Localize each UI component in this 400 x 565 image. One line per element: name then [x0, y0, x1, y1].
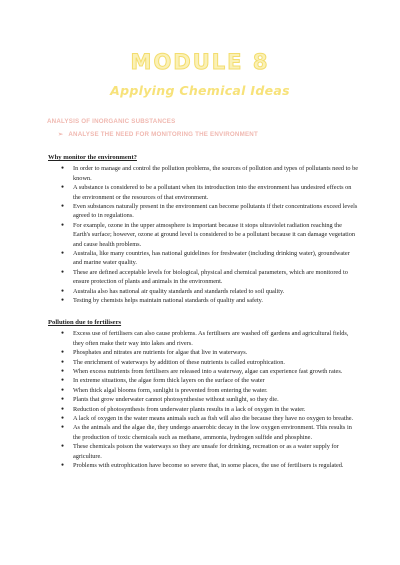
list-item: ● When thick algal blooms form, sunlight is prevented from entering the water. — [48, 386, 360, 395]
list-item: ● Plants that grow underwater cannot photosynthesise without sunlight, so they die. — [48, 395, 360, 404]
section-heading: ANALYSIS OF INORGANIC SUBSTANCES — [47, 118, 176, 125]
section-why-monitor — [48, 153, 360, 306]
list-item: ● When excess nutrients from fertilisers are released into a waterway, algae can experience fast growth rates. — [48, 367, 360, 376]
list-item: ● Australia, like many countries, has national guidelines for freshwater (including drinking water), groundwater and marine water quality. — [48, 249, 360, 268]
section-fertiliser-pollution — [48, 318, 360, 471]
bullet-list — [48, 164, 360, 305]
subsection-heading — [58, 131, 258, 138]
bullet-list — [48, 329, 360, 470]
module-title: MODULE 8 — [130, 50, 270, 74]
list-item: ● The enrichment of waterways by addition of these nutrients is called eutrophication. — [48, 358, 360, 367]
section-title: Why monitor the environment? — [48, 154, 137, 161]
subsection-heading-text: ANALYSE THE NEED FOR MONITORING THE ENVIRONMENT — [68, 131, 258, 138]
list-item: ● Even substances naturally present in the environment can become pollutants if their concentrations exceed levels agreed to in regulations. — [48, 202, 360, 221]
list-item: ● In extreme situations, the algae form thick layers on the surface of the water — [48, 376, 360, 385]
list-item: ● As the animals and the algae die, they undergo anaerobic decay in the low oxygen environment. This results in the production of toxic chemicals such as methane, ammonia, hydrogen sulfide and phosphine. — [48, 423, 360, 442]
list-item: ● A substance is considered to be a pollutant when its introduction into the environment has undesired effects on the environment or the resources of that environment. — [48, 183, 360, 202]
list-item: ● Problems with eutrophication have become so severe that, in some places, the use of fertilisers is regulated. — [48, 461, 360, 470]
arrow-bullet-icon: ➢ — [58, 131, 64, 138]
list-item: ● For example, ozone in the upper atmosphere is important because it stops ultraviolet radiation reaching the Earth's surface; however, ozone at ground level is considered to be a pollutant because it can damage vegetation and cause health problems. — [48, 221, 360, 249]
list-item: ● Testing by chemists helps maintain national standards of quality and safety. — [48, 296, 360, 305]
list-item: ● These chemicals poison the waterways so they are unsafe for drinking, recreation or as a water supply for agriculture. — [48, 442, 360, 461]
list-item: ● In order to manage and control the pollution problems, the sources of pollution and types of pollutants need to be known. — [48, 164, 360, 183]
list-item: ● These are defined acceptable levels for biological, physical and chemical parameters, which are monitored to ensure protection of plants and animals in the environment. — [48, 268, 360, 287]
list-item: ● Excess use of fertilisers can also cause problems. As fertilisers are washed off gardens and agricultural fields, they often make their way into lakes and rivers. — [48, 329, 360, 348]
list-item: ● Australia also has national air quality standards and standards related to soil quality. — [48, 287, 360, 296]
section-title: Pollution due to fertilisers — [48, 319, 122, 326]
list-item: ● A lack of oxygen in the water means animals such as fish will also die because they have no oxygen to breathe. — [48, 414, 360, 423]
module-subtitle: Applying Chemical Ideas — [110, 83, 290, 98]
list-item: ● Reduction of photosynthesis from underwater plants results in a lack of oxygen in the water. — [48, 405, 360, 414]
list-item: ● Phosphates and nitrates are nutrients for algae that live in waterways. — [48, 348, 360, 357]
